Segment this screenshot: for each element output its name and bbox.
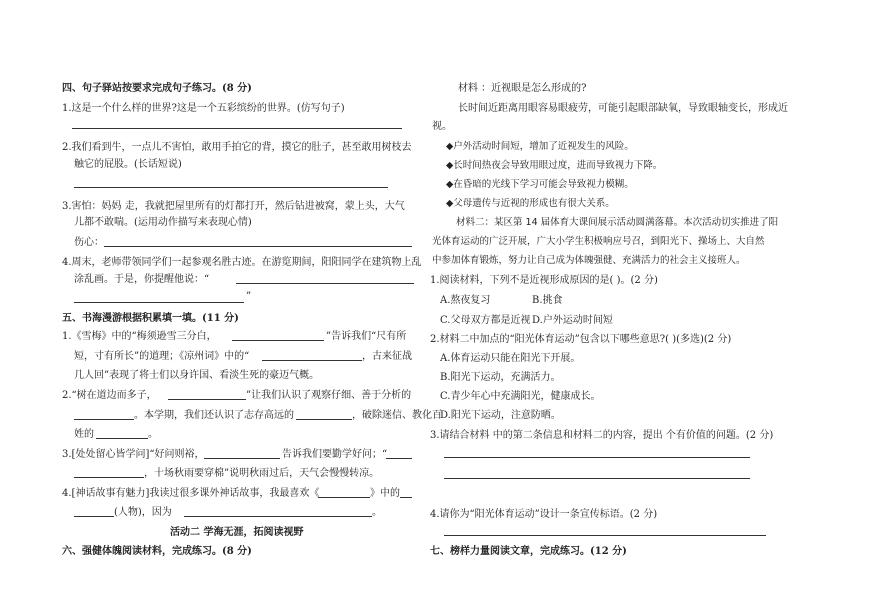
fill-2-line-3b: 。 [148, 429, 158, 440]
answer-line-q4b[interactable] [74, 302, 244, 303]
fill-2-line-1a: 2.“树在道边而多子， [62, 390, 157, 401]
bullet-2: ◆长时间热夜会导致用眼过度，进而导致视力下降。 [446, 160, 663, 171]
reading-q2-option-c[interactable]: C.青少年心中充满阳光，健康成长。 [440, 391, 601, 402]
fill-1-line-2a: 短，寸有所长”的道理；《凉州词》中的“ [74, 351, 250, 362]
fill-1-line-1b: ”告诉我们“尺有所 [326, 331, 407, 342]
fill-2-line-3a: 姓的 [74, 429, 94, 440]
blank-f4-3[interactable] [74, 516, 114, 517]
section-6-title: 六、强健体魄阅读材料，完成练习。(8 分) [62, 546, 252, 557]
fill-3-line-1a: 3.[处处留心皆学问]“好问则裕， [62, 449, 205, 460]
fill-4-line-2a: (人物)，因为 [114, 507, 172, 518]
question-3-line-2: 儿都不敢喘。(运用动作描写来表现心情) [74, 217, 252, 228]
answer-line-q4a[interactable] [236, 283, 414, 284]
question-4-line-2: 涂乱画。于是，你提醒他说：“ [74, 274, 210, 285]
bullet-3: ◆在昏暗的光线下学习可能会导致视力模糊。 [446, 179, 634, 190]
blank-f3-2[interactable] [386, 458, 412, 459]
bullet-1: ◆户外活动时间短，增加了近视发生的风险。 [446, 141, 634, 152]
reading-q3: 3.请结合材料 中的第二条信息和材料二的内容，提出 个有价值的问题。(2 分) [430, 430, 774, 441]
reading-q1-option-d[interactable]: D.户外运动时间短 [532, 315, 613, 326]
section-7-title: 七、榜样力量阅读文章，完成练习。(12 分) [430, 546, 627, 557]
fill-1-line-1a: 1.《雪梅》中的“梅须逊雪三分白， [62, 331, 217, 342]
material-2-line-1: 材料二：某区第 14 届体育大课间展示活动圆满落幕。本次活动切实推进了阳 [456, 217, 779, 228]
question-3-line-1: 3.害怕：妈妈 走，我就把屋里所有的灯都打开，然后钻进被窝，蒙上头，大气 [62, 201, 405, 212]
answer-line-rq4[interactable] [444, 535, 766, 536]
fill-3-line-1b: 告诉我们要勤学好问；“ [282, 449, 388, 460]
bullet-4: ◆父母遗传与近视的形成也有很大关系。 [446, 198, 615, 209]
blank-f2-2[interactable] [74, 419, 134, 420]
fill-4-line-1b: 》中的 [370, 488, 400, 499]
blank-f1-1[interactable] [232, 340, 324, 341]
fill-2-line-2b: ，破除迷信、教化百 [352, 410, 442, 421]
blank-f2-4[interactable] [96, 438, 148, 439]
reading-q1-option-c[interactable]: C.父母双方都是近视 [440, 315, 531, 326]
reading-q1-option-a[interactable]: A.熬夜复习 [440, 295, 491, 306]
material-2-line-2: 光体育运动的广泛开展，广大小学生积极响应号召，到阳光下、操场上、大自然 [432, 236, 765, 247]
blank-f4-2[interactable] [400, 497, 412, 498]
question-2-line-2: 触它的屁股。(长话短说) [74, 159, 182, 170]
reading-q2-option-b[interactable]: B.阳光下运动，充满活力。 [440, 372, 561, 383]
question-3-line-3: 伤心： [74, 237, 104, 248]
reading-q2-option-a[interactable]: A.体育运动只能在阳光下开展。 [440, 353, 581, 364]
material-2-line-3: 中参加体育锻炼，努力让自己成为体魄强健、充满活力的社会主义接班人。 [432, 255, 746, 266]
answer-line-q1[interactable] [72, 128, 402, 129]
fill-4-line-2b: 。 [372, 507, 382, 518]
fill-1-line-3: 几人回”表现了将士们以身许国、看淡生死的豪迈气概。 [74, 370, 320, 381]
answer-line-q3[interactable] [104, 246, 412, 247]
answer-line-rq3-2[interactable] [444, 478, 750, 479]
reading-q1: 1.阅读材料，下列不是近视形成原因的是( )。(2 分) [430, 275, 658, 286]
fill-3-line-2: ，十场秋雨要穿棉”说明秋雨过后，天气会慢慢转凉。 [144, 468, 380, 479]
reading-q2-option-d[interactable]: D.阳光下运动，注意防晒。 [440, 410, 561, 421]
blank-f4-1[interactable] [318, 497, 370, 498]
quote-close: ” [246, 291, 252, 302]
blank-f3-1[interactable] [204, 458, 280, 459]
reading-q2: 2.材料二中加点的“阳光体育运动”包含以下哪些意思?( )(多选)(2 分) [430, 334, 732, 345]
fill-1-line-2b: ，古来征战 [362, 351, 412, 362]
fill-2-line-2a: 。本学期，我们还认识了志存高远的 [134, 410, 294, 421]
reading-q4: 4.请你为“阳光体育运动”设计一条宣传标语。(2 分) [430, 509, 658, 520]
question-4-line-1: 4.周末，老师带领同学们一起参观名胜古迹。在游览期间，阳阳同学在建筑物上乱 [62, 257, 422, 268]
blank-f2-1[interactable] [168, 399, 246, 400]
question-2-line-1: 2.我们看到牛，一点儿不害怕，敢用手拍它的背，摸它的肚子，甚至敢用树枝去 [62, 142, 412, 153]
material-1-para-line-2: 视。 [432, 121, 452, 132]
question-1-text: 1.这是一个什么样的世界?这是一个五彩缤纷的世界。(仿写句子) [62, 103, 345, 114]
fill-2-line-1b: ”让我们认识了观察仔细、善于分析的 [246, 390, 412, 401]
blank-f2-3[interactable] [296, 419, 352, 420]
blank-f3-3[interactable] [74, 477, 144, 478]
fill-4-line-1a: 4.[神话故事有魅力]我读过很多课外神话故事，我最喜欢《 [62, 488, 320, 499]
section-4-title: 四、句子驿站按要求完成句子练习。(8 分) [62, 83, 252, 94]
blank-f1-2[interactable] [262, 360, 362, 361]
material-1-title: 材料 ：近视眼是怎么形成的? [458, 83, 587, 94]
reading-q1-option-b[interactable]: B.挑食 [532, 295, 563, 306]
blank-f4-4[interactable] [184, 516, 372, 517]
answer-line-rq3-1[interactable] [444, 457, 750, 458]
material-1-para-line-1: 长时间近距离用眼容易眼疲劳，可能引起眼部缺氧，导致眼轴变长，形成近 [458, 103, 788, 114]
activity-2-heading: 活动二 学海无涯，拓阅读视野 [170, 527, 304, 538]
section-5-title: 五、书海漫游根据积累填一填。(11 分) [62, 313, 239, 324]
answer-line-q2[interactable] [74, 187, 388, 188]
